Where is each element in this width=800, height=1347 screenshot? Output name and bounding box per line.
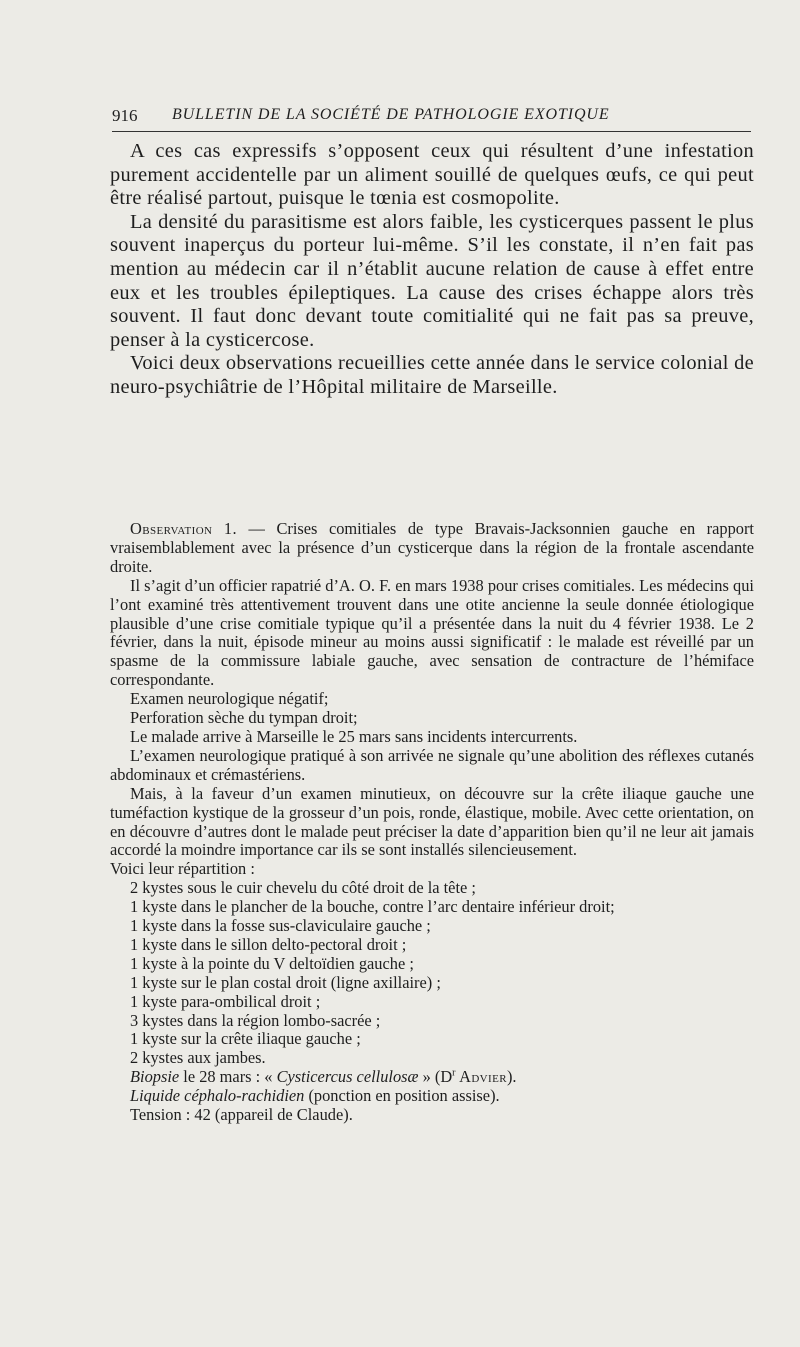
list-item: 1 kyste dans le plancher de la bouche, contre l’arc dentaire inférieur droit; — [130, 897, 615, 917]
exam-line-3: Le malade arrive à Marseille le 25 mars sans incidents intercurrents. — [130, 726, 578, 746]
biopsy-close: » (D — [418, 1067, 453, 1087]
list-item: 1 kyste para-ombilical droit ; — [130, 991, 321, 1011]
running-title: BULLETIN DE LA SOCIÉTÉ DE PATHOLOGIE EXOTIQUE — [172, 106, 610, 123]
observation-heading — [110, 520, 754, 577]
cyst-list — [110, 879, 754, 1068]
biopsy-sup: r — [452, 1067, 456, 1079]
page-header — [112, 104, 752, 134]
observation-paragraph-1: Il s’agit d’un officier rapatrié d’A. O. F. en mars 1938 pour crises comitiales. Les médecins qui l’ont examiné très attentivement trouvent dans une otite ancienne la seule donnée étiologique plausible d’une crise comitiale typique qu’il a présentée dans la nuit du 4 février 1938. Le 2 février, dans la nuit, épisode mineur au moins aussi significatif : le malade est réveillé par un spasme de la commissure labiale gauche, avec sensation de contracture de l’hémiface correspondante. — [110, 575, 754, 690]
tension-line: Tension : 42 (appareil de Claude). — [130, 1105, 353, 1125]
biopsy-label: Biopsie — [130, 1067, 180, 1087]
observation-title: — Crises comitiales de type Bravais-Jacksonnien gauche en rapport vraisemblablement avec la présence d’un cysticerque dans la région de la frontale ascendante droite. — [110, 519, 754, 576]
observation-number: 1. — [223, 519, 238, 538]
paragraph-3: Voici deux observations recueillies cette année dans le service colonial de neuro-psychiâtrie de l’Hôpital militaire de Marseille. — [110, 352, 754, 398]
list-item: 2 kystes sous le cuir chevelu du côté droit de la tête ; — [130, 878, 476, 898]
observation-paragraph-2: L’examen neurologique pratiqué à son arrivée ne signale qu’une abolition des réflexes cutanés abdominaux et crémastériens. — [110, 745, 754, 784]
biopsy-species: Cysticercus cellulosæ — [276, 1067, 419, 1087]
list-item: 2 kystes aux jambes. — [130, 1048, 266, 1068]
csf-line — [110, 1087, 754, 1106]
list-item: 1 kyste sur la crête iliaque gauche ; — [130, 1029, 361, 1049]
observation-label: Observation — [130, 519, 213, 538]
page-number: 916 — [112, 106, 138, 125]
biopsy-end: ). — [506, 1067, 517, 1087]
exam-line-1: Examen neurologique négatif; — [130, 689, 329, 709]
list-item: 3 kystes dans la région lombo-sacrée ; — [130, 1010, 381, 1030]
csf-text: (ponction en position assise). — [304, 1086, 500, 1106]
list-item: 1 kyste sur le plan costal droit (ligne axillaire) ; — [130, 972, 441, 992]
observation-1 — [110, 520, 754, 1125]
paragraph-2: La densité du parasitisme est alors faible, les cysticerques passent le plus souvent inaperçus du porteur lui-même. S’il les constate, il n’en fait pas mention au médecin car il n’établit aucune relation de cause à effet entre eux et les troubles épileptiques. La cause des crises échappe alors très souvent. Il faut donc devant toute comitialité qui ne fait pas sa preuve, penser à la cysticercose. — [110, 210, 754, 351]
header-rule — [112, 131, 751, 132]
biopsy-author: Advier — [455, 1067, 507, 1087]
main-text — [110, 140, 754, 400]
observation-paragraph-3: Mais, à la faveur d’un examen minutieux, on découvre sur la crête iliaque gauche une tuméfaction kystique de la grosseur d’un pois, ronde, élastique, mobile. Avec cette orientation, on en découvre d’autres dont le malade peut préciser la date d’apparition bien qu’il ne leur ait jamais accordé la moindre importance car ils se sont installés silencieusement. — [110, 783, 754, 860]
biopsy-text: le 28 mars : « — [179, 1067, 277, 1087]
list-item: 1 kyste dans le sillon delto-pectoral droit ; — [130, 934, 407, 954]
list-item: 1 kyste dans la fosse sus-claviculaire gauche ; — [130, 916, 431, 936]
paragraph-1: A ces cas expressifs s’opposent ceux qui résultent d’une infestation purement accidentelle par un aliment souillé de quelques œufs, ce qui peut être réalisé partout, puisque le tœnia est cosmopolite. — [110, 140, 754, 210]
exam-line-2: Perforation sèche du tympan droit; — [130, 708, 358, 728]
list-item: 1 kyste à la pointe du V deltoïdien gauche ; — [130, 953, 414, 973]
list-intro: Voici leur répartition : — [110, 859, 255, 879]
biopsy-line — [110, 1068, 754, 1087]
csf-label: Liquide céphalo-rachidien — [130, 1086, 305, 1106]
